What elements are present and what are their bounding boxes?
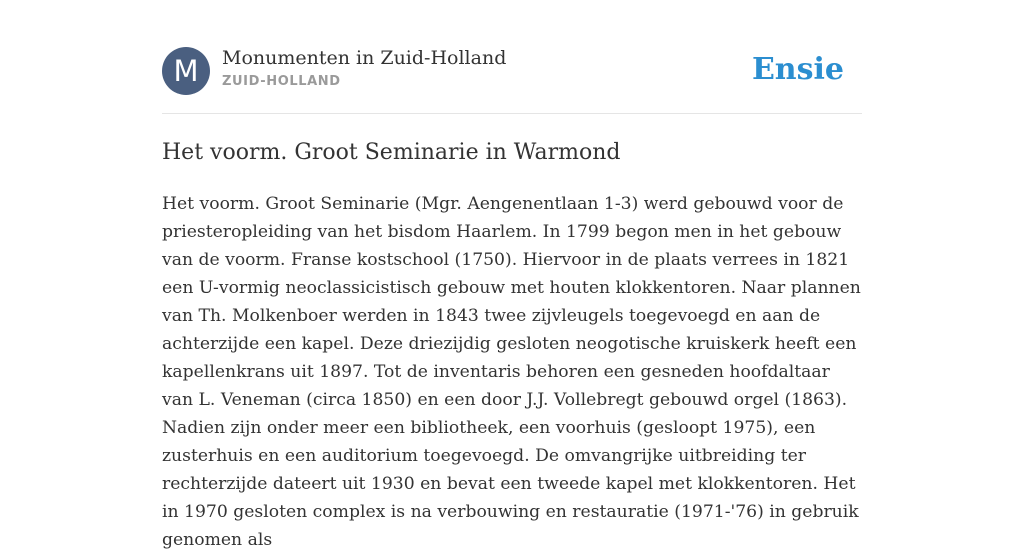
avatar[interactable]: M xyxy=(162,47,210,95)
page-title: Het voorm. Groot Seminarie in Warmond xyxy=(162,140,621,165)
author-name[interactable]: Monumenten in Zuid-Holland xyxy=(222,47,507,69)
ensie-logo[interactable]: Ensie xyxy=(751,52,844,87)
author-region: ZUID-HOLLAND xyxy=(222,74,341,89)
article-card xyxy=(162,0,862,550)
article-header xyxy=(162,46,862,114)
article-body: Het voorm. Groot Seminarie (Mgr. Aengenentlaan 1-3) werd gebouwd voor de priesteropleiding van het bisdom Haarlem. In 1799 begon men in het gebouw van de voorm. Franse kostschool (1750). Hiervoor in de plaats verrees in 1821 een U-vormig neoclassicistisch gebouw met houten klokkentoren. Naar plannen van Th. Molkenboer werden in 1843 twee zijvleugels toegevoegd en aan de achterzijde een kapel. Deze driezijdig gesloten neogotische kruiskerk heeft een kapellenkrans uit 1897. Tot de inventaris behoren een gesneden hoofdaltaar van L. Veneman (circa 1850) en een door J.J. Vollebregt gebouwd orgel (1863). Nadien zijn onder meer een bibliotheek, een voorhuis (gesloopt 1975), een zusterhuis en een auditorium toegevoegd. De omvangrijke uitbreiding ter rechterzijde dateert uit 1930 en bevat een tweede kapel met klokkentoren. Het in 1970 gesloten complex is na verbouwing en restauratie (1971-'76) in gebruik genomen als xyxy=(162,194,861,550)
